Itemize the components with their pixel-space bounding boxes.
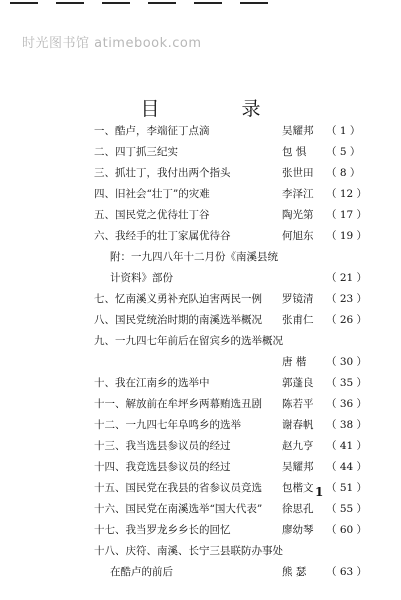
toc-entry-page: （ 35 ） xyxy=(326,377,368,389)
toc-entry-title: 十、我在江南乡的选举中 xyxy=(94,377,210,389)
toc-entry-page: （ 17 ） xyxy=(326,209,368,221)
top-dashes xyxy=(10,2,268,4)
toc-entry xyxy=(94,566,368,588)
toc-entry-author: 郭蓬良 xyxy=(282,377,314,389)
page-title: 目 录 xyxy=(140,98,299,120)
toc-entry-author: 张甫仁 xyxy=(282,314,314,326)
toc-entry xyxy=(94,314,368,336)
toc-entry-title: 在酷卢的前后 xyxy=(110,566,173,578)
toc-entry xyxy=(94,293,368,315)
toc-entry-page: （ 55 ） xyxy=(326,503,368,515)
toc-entry-title: 十二、一九四七年阜鸣乡的选举 xyxy=(94,419,241,431)
toc-entry-title: 十七、我当罗龙乡乡长的回忆 xyxy=(94,524,231,536)
toc-entry-page: （ 5 ） xyxy=(326,146,361,158)
toc-entry-page: （ 63 ） xyxy=(326,566,368,578)
toc-entry xyxy=(94,272,368,294)
toc-entry-author: 赵九亨 xyxy=(282,440,314,452)
toc-entry-author: 唐 楷 xyxy=(282,356,307,368)
toc-entry-title: 三、抓壮丁，我付出两个指头 xyxy=(94,167,231,179)
toc-entry xyxy=(94,168,364,189)
toc-entry-author: 罗镜清 xyxy=(282,293,314,305)
toc-entry xyxy=(94,377,368,399)
toc-entry-title: 附：一九四八年十二月份《南溪县统 xyxy=(110,251,278,263)
toc-entry xyxy=(94,419,368,441)
toc-entry-title: 九、一九四七年前后在留宾乡的选举概况 xyxy=(94,335,283,347)
toc-entry xyxy=(94,336,364,357)
table-of-contents xyxy=(94,125,368,588)
toc-entry xyxy=(94,356,368,378)
toc-entry-page: （ 21 ） xyxy=(326,272,368,284)
toc-entry xyxy=(94,461,368,483)
toc-entry xyxy=(94,524,368,546)
toc-entry xyxy=(94,147,364,168)
toc-entry xyxy=(94,440,368,462)
toc-entry xyxy=(94,126,364,147)
toc-entry-title: 计资料》部份 xyxy=(110,272,173,284)
toc-entry-author: 李泽江 xyxy=(282,188,314,200)
toc-entry-title: 十三、我当选县参议员的经过 xyxy=(94,440,231,452)
toc-entry-page: （ 30 ） xyxy=(326,356,368,368)
toc-entry-page: （ 8 ） xyxy=(326,167,361,179)
toc-entry xyxy=(94,546,364,567)
toc-entry-page: （ 36 ） xyxy=(326,398,368,410)
toc-entry-author: 吴耀邦 xyxy=(282,125,314,137)
toc-entry-author: 张世田 xyxy=(282,167,314,179)
toc-entry-page: （ 44 ） xyxy=(326,461,368,473)
toc-entry-page: （ 41 ） xyxy=(326,440,368,452)
toc-entry xyxy=(94,230,368,252)
toc-entry-title: 四、旧社会“壮丁”的灾难 xyxy=(94,188,210,200)
toc-entry-author: 谢春帆 xyxy=(282,419,314,431)
toc-entry-author: 何旭东 xyxy=(282,230,314,242)
toc-entry-page: （ 51 ） xyxy=(326,482,368,494)
toc-entry-author: 廖幼琴 xyxy=(282,524,314,536)
toc-entry-title: 十八、庆符、南溪、长宁三县联防办事处 xyxy=(94,545,283,557)
toc-entry-page: （ 19 ） xyxy=(326,230,368,242)
toc-entry xyxy=(94,398,368,420)
toc-entry-page: （ 1 ） xyxy=(326,125,361,137)
toc-entry xyxy=(94,482,368,504)
page-number: 1 xyxy=(315,485,324,499)
watermark: 时光图书馆 atimebook.com xyxy=(22,36,202,51)
toc-entry-page: （ 23 ） xyxy=(326,293,368,305)
toc-entry xyxy=(94,209,368,231)
toc-entry-author: 包 惧 xyxy=(282,146,307,158)
toc-entry xyxy=(94,503,368,525)
toc-entry-author: 陈若平 xyxy=(282,398,314,410)
toc-entry-title: 十四、我竞选县参议员的经过 xyxy=(94,461,231,473)
toc-entry xyxy=(94,252,364,273)
toc-entry-title: 六、我经手的壮丁家属优待谷 xyxy=(94,230,231,242)
toc-entry xyxy=(94,188,368,210)
toc-entry-page: （ 26 ） xyxy=(326,314,368,326)
toc-entry-author: 吴耀邦 xyxy=(282,461,314,473)
toc-entry-author: 包楷文 xyxy=(282,482,314,494)
toc-entry-author: 熊 瑟 xyxy=(282,566,307,578)
toc-entry-page: （ 38 ） xyxy=(326,419,368,431)
toc-entry-author: 陶光第 xyxy=(282,209,314,221)
toc-entry-title: 八、国民党统治时期的南溪选举概况 xyxy=(94,314,262,326)
toc-entry-title: 七、忆南溪义勇补充队迫害两民一例 xyxy=(94,293,262,305)
toc-entry-title: 十一、解放前在牟坪乡两幕贿选丑剧 xyxy=(94,398,262,410)
toc-entry-author: 徐思孔 xyxy=(282,503,314,515)
toc-entry-title: 十五、国民党在我县的省参议员竞选 xyxy=(94,482,262,494)
toc-entry-title: 五、国民党之优待壮丁谷 xyxy=(94,209,210,221)
toc-entry-title: 二、四丁抓三纪实 xyxy=(94,146,178,158)
toc-entry-title: 十六、国民党在南溪选举“国大代表” xyxy=(94,503,263,515)
toc-entry-page: （ 12 ） xyxy=(326,188,368,200)
toc-entry-title: 一、酷卢，李端征丁点滴 xyxy=(94,125,210,137)
toc-entry-page: （ 60 ） xyxy=(326,524,368,536)
